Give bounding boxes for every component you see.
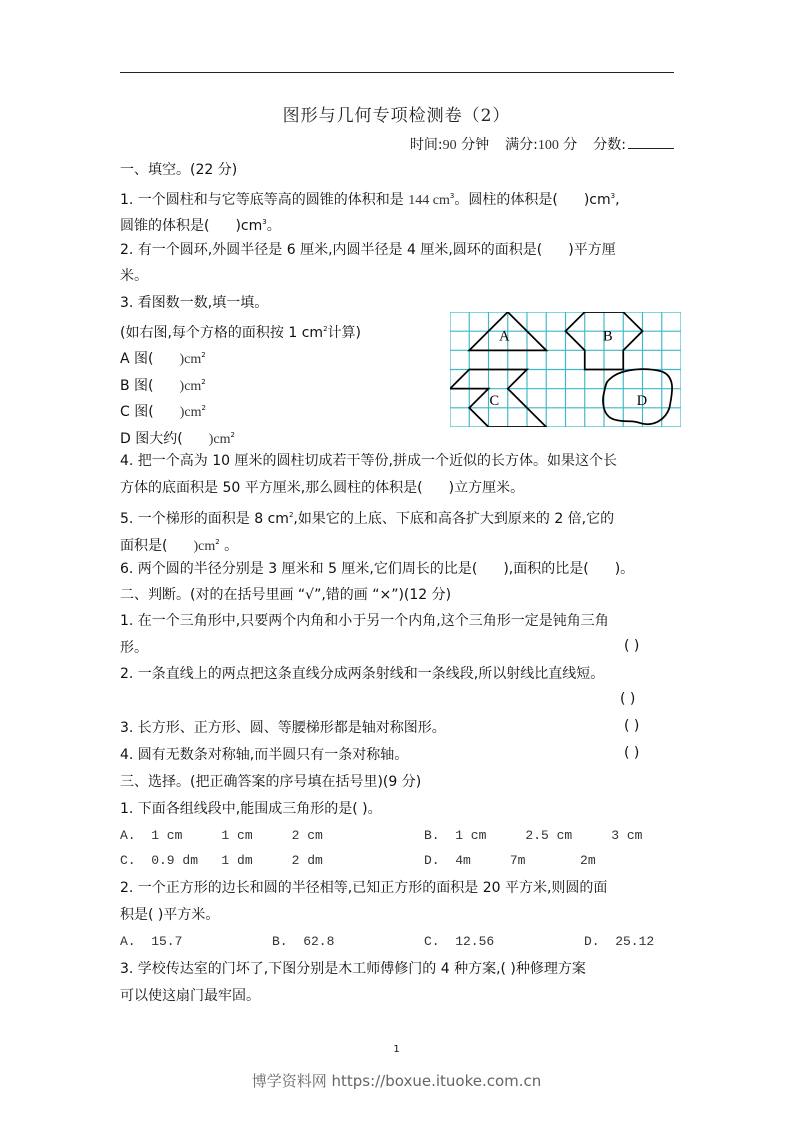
judge-question-2: 2. 一条直线上的两点把这条直线分成两条射线和一条线段,所以射线比直线短。 (120, 666, 605, 682)
page-number: 1 (393, 1044, 400, 1055)
judge-question-1: 1. 在一个三角形中,只要两个内角和小于另一个内角,这个三角形一定是钝角三角 (120, 613, 609, 629)
judge-answer-2[interactable]: ( ) (620, 691, 636, 707)
choice-2-option-b[interactable]: B. 62.8 (272, 934, 335, 949)
question-1-4-cont: 方体的底面积是 50 平方厘米,那么圆柱的体积是( )立方厘米。 (120, 480, 525, 496)
section-heading-judge: 二、判断。(对的在括号里画 “√”,错的画 “×”)(12 分) (120, 587, 452, 603)
choice-question-1: 1. 下面各组线段中,能围成三角形的是( )。 (120, 801, 382, 817)
exam-meta (410, 134, 674, 154)
question-1-3: 3. 看图数一数,填一填。 (120, 295, 269, 311)
question-1-6: 6. 两个圆的半径分别是 3 厘米和 5 厘米,它们周长的比是( ),面积的比是( )。 (120, 561, 635, 577)
grid-shapes-figure (450, 312, 681, 427)
judge-question-3: 3. 长方形、正方形、圆、等腰梯形都是轴对称图形。 (120, 720, 446, 736)
judge-answer-3[interactable]: ( ) (624, 718, 640, 734)
choice-2-option-c[interactable]: C. 12.56 (424, 934, 495, 949)
choice-2-option-d[interactable]: D. 25.12 (584, 934, 655, 949)
footer-watermark: 博学资料网 https://boxue.ituoke.com.cn (251, 1072, 542, 1090)
shape-label-a (499, 329, 510, 345)
section-heading-choice: 三、选择。(把正确答案的序号填在括号里)(9 分) (120, 774, 422, 790)
score-field[interactable]: 分数: (593, 134, 674, 154)
choice-1-option-d[interactable]: D. 4m 7m 2m (424, 853, 596, 868)
question-1-2-cont: 米。 (120, 268, 148, 284)
question-1-1-cont: 圆锥的体积是( )$cm^3$。 (120, 218, 281, 234)
question-1-3-note: (如右图,每个方格的面积按 1 $cm^2$计算) (120, 325, 361, 341)
shape-label-c (489, 393, 499, 409)
question-1-5: 5. 一个梯形的面积是 8 $cm^2$,如果它的上底、下底和高各扩大到原来的 2 倍,它的 (120, 511, 615, 527)
judge-answer-4[interactable]: ( ) (624, 745, 640, 761)
choice-question-2: 2. 一个正方形的边长和圆的半径相等,已知正方形的面积是 20 平方米,则圆的面 (120, 880, 608, 896)
page-title: 图形与几何专项检测卷（2） (282, 106, 511, 126)
choice-2-option-a[interactable]: A. 15.7 (120, 934, 183, 949)
answer-a: A 图( )$cm^2$ (120, 351, 206, 367)
judge-answer-1[interactable]: ( ) (624, 638, 640, 654)
score-blank[interactable] (628, 134, 674, 149)
question-1-1: 1. 一个圆柱和与它等底等高的圆锥的体积和是 144 $cm^3$。圆柱的体积是( )$cm^3$, (120, 192, 620, 208)
time-info: 时间:90 分钟 (409, 137, 490, 153)
choice-question-3: 3. 学校传达室的门坏了,下图分别是木工师傅修门的 4 种方案,( )种修理方案 (120, 961, 586, 977)
question-1-5-cont: 面积是( )$cm^2$ 。 (120, 538, 239, 554)
judge-question-4: 4. 圆有无数条对称轴,而半圆只有一条对称轴。 (120, 747, 409, 763)
section-heading-fill: 一、填空。(22 分) (120, 162, 238, 178)
choice-1-option-c[interactable]: C. 0.9 dm 1 dm 2 dm (120, 853, 323, 868)
judge-question-1-cont: 形。 (120, 640, 148, 656)
answer-b: B 图( )$cm^2$ (120, 378, 206, 394)
answer-c: C 图( )$cm^2$ (120, 404, 206, 420)
answer-d: D 图大约( )$cm^2$ (120, 431, 235, 447)
question-1-4: 4. 把一个高为 10 厘米的圆柱切成若干等份,拼成一个近似的长方体。如果这个长 (120, 453, 617, 469)
choice-1-option-a[interactable]: A. 1 cm 1 cm 2 cm (120, 828, 323, 843)
shape-label-b (603, 329, 613, 345)
question-1-2: 2. 有一个圆环,外圆半径是 6 厘米,内圆半径是 4 厘米,圆环的面积是( )平方厘 (120, 242, 616, 258)
header-rule (120, 72, 674, 73)
shape-label-d (637, 393, 647, 409)
choice-question-3-cont: 可以使这扇门最牢固。 (120, 988, 260, 1004)
full-score-info: 满分:100 分 (505, 137, 578, 153)
choice-1-option-b[interactable]: B. 1 cm 2.5 cm 3 cm (424, 828, 643, 843)
choice-question-2-cont: 积是( )平方米。 (120, 907, 220, 923)
